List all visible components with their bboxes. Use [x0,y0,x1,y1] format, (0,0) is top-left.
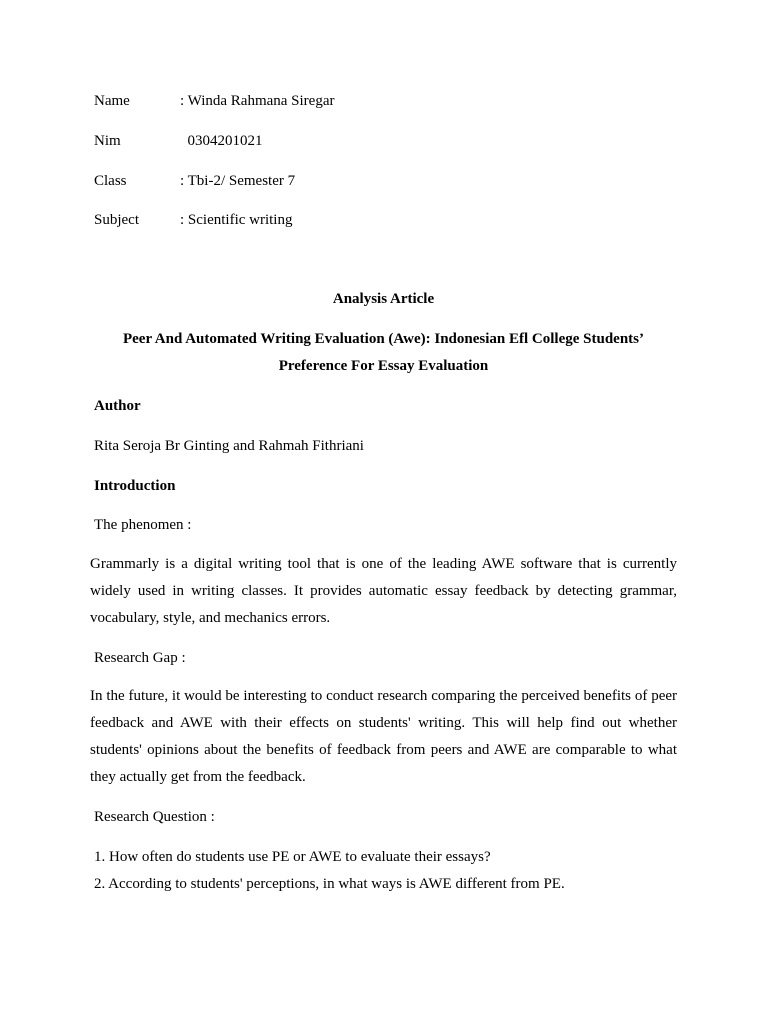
class-label: Class [94,173,127,189]
author-heading: Author [94,398,141,414]
nim-label: Nim [94,133,121,149]
info-class-row [94,171,295,191]
research-gap-paragraph: In the future, it would be interesting to conduct research comparing the perceived benefits of peer feedback and AWE with their effects on students' writing. This will help find out whether students' opinions about the benefits of feedback from peers and AWE are comparable to what they actually get from the feedback. [90,688,677,785]
article-title-line-2: Preference For Essay Evaluation [278,358,489,374]
phenomenon-paragraph: Grammarly is a digital writing tool that is one of the leading AWE software that is currently widely used in writing classes. It provides automatic essay feedback by detecting grammar, vocabulary, style, and mechanics errors. [90,556,677,626]
info-nim-row [94,131,263,151]
phenomenon-label: The phenomen : [94,517,192,533]
info-name-row [94,91,335,111]
nim-value: 0304201021 [180,133,263,149]
name-label: Name [94,93,130,109]
info-subject-row [94,210,292,230]
research-gap-label: Research Gap : [94,650,186,666]
article-title-line-1: Peer And Automated Writing Evaluation (Awe): Indonesian Efl College Students’ [122,331,644,347]
introduction-heading: Introduction [94,478,176,494]
research-question-label: Research Question : [94,809,215,825]
name-value: : Winda Rahmana Siregar [180,93,335,109]
authors-text: Rita Seroja Br Ginting and Rahmah Fithriani [94,438,364,454]
research-question-2: 2. According to students' perceptions, in what ways is AWE different from PE. [94,876,565,892]
class-value: : Tbi-2/ Semester 7 [180,173,296,189]
subject-value: : Scientific writing [180,212,293,228]
subject-label: Subject [94,212,139,228]
research-question-1: 1. How often do students use PE or AWE to evaluate their essays? [94,849,491,865]
document-title: Analysis Article [332,291,435,307]
